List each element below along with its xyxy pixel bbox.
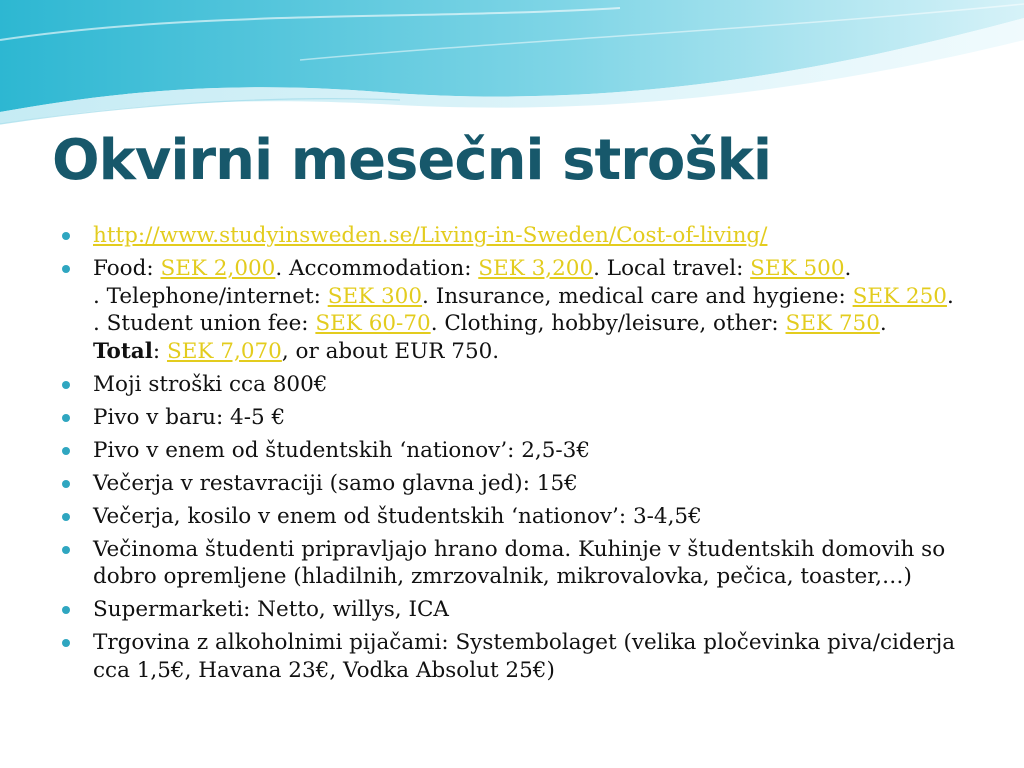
list-item bbox=[62, 404, 982, 432]
list-item-text: Večinoma študenti pripravljajo hrano doma. Kuhinje v študentskih domovih so dobro opremljene (hladilnih, zmrzovalnik, mikrovalovka, pečica, toaster,…) bbox=[93, 536, 946, 589]
list-item-text: Moji stroški cca 800€ bbox=[93, 371, 328, 397]
period: . bbox=[946, 283, 954, 309]
list-item-link bbox=[62, 222, 982, 250]
list-item bbox=[62, 629, 982, 684]
bullet-icon bbox=[62, 639, 70, 647]
period: . bbox=[879, 311, 887, 336]
total-cost-link[interactable]: SEK 7,070 bbox=[166, 338, 282, 364]
bullet-icon bbox=[62, 232, 70, 240]
bullet-icon bbox=[62, 513, 70, 521]
total-label: Total bbox=[93, 338, 153, 364]
telephone-label: . Telephone/internet: bbox=[93, 283, 328, 309]
bullet-icon bbox=[62, 480, 70, 488]
local-travel-label: . Local travel: bbox=[593, 256, 751, 281]
bullet-icon bbox=[62, 265, 70, 273]
list-item bbox=[62, 437, 982, 465]
insurance-cost-link[interactable]: SEK 250 bbox=[852, 283, 947, 309]
list-item bbox=[62, 470, 982, 498]
bullet-icon bbox=[62, 414, 70, 422]
local-travel-cost-link[interactable]: SEK 500 bbox=[750, 256, 845, 281]
insurance-label: . Insurance, medical care and hygiene: bbox=[422, 283, 853, 309]
union-fee-cost-link[interactable]: SEK 60-70 bbox=[315, 311, 431, 336]
clothing-label: . Clothing, hobby/leisure, other: bbox=[430, 311, 786, 336]
list-item-costs bbox=[62, 255, 982, 365]
bullet-icon bbox=[62, 546, 70, 554]
list-item-text: Večerja v restavraciji (samo glavna jed): 15€ bbox=[93, 470, 578, 496]
accommodation-cost-link[interactable]: SEK 3,200 bbox=[478, 256, 594, 281]
bullet-icon bbox=[62, 606, 70, 614]
list-item-text: Pivo v enem od študentskih ‘nationov’: 2,5-3€ bbox=[93, 437, 591, 463]
food-label: Food: bbox=[93, 256, 161, 281]
list-item bbox=[62, 503, 982, 531]
list-item bbox=[62, 536, 982, 591]
bullet-icon bbox=[62, 447, 70, 455]
telephone-cost-link[interactable]: SEK 300 bbox=[327, 283, 423, 309]
list-item bbox=[62, 596, 982, 624]
header-wave-decoration bbox=[0, 0, 1024, 140]
union-label: . Student union fee: bbox=[93, 311, 316, 336]
total-suffix: , or about EUR 750. bbox=[281, 338, 500, 364]
list-item-text: Pivo v baru: 4-5 € bbox=[93, 404, 286, 430]
list-item bbox=[62, 371, 982, 399]
list-item-text: Večerja, kosilo v enem od študentskih ‘nationov’: 3-4,5€ bbox=[93, 503, 702, 529]
period: . bbox=[844, 256, 852, 281]
bullet-icon bbox=[62, 381, 70, 389]
cost-of-living-link[interactable]: http://www.studyinsweden.se/Living-in-Sweden/Cost-of-living/ bbox=[93, 223, 768, 248]
accommodation-label: . Accommodation: bbox=[275, 256, 479, 281]
bullet-list bbox=[62, 222, 982, 684]
list-item-text: Trgovina z alkoholnimi pijačami: Systembolaget (velika pločevinka piva/ciderja cca 1,5€, Havana 23€, Vodka Absolut 25€) bbox=[93, 630, 956, 683]
food-cost-link[interactable]: SEK 2,000 bbox=[160, 256, 276, 281]
slide-title: Okvirni mesečni stroški bbox=[52, 128, 772, 193]
list-item-text: Supermarketi: Netto, willys, ICA bbox=[93, 597, 449, 622]
colon: : bbox=[152, 338, 167, 364]
clothing-cost-link[interactable]: SEK 750 bbox=[785, 311, 880, 336]
